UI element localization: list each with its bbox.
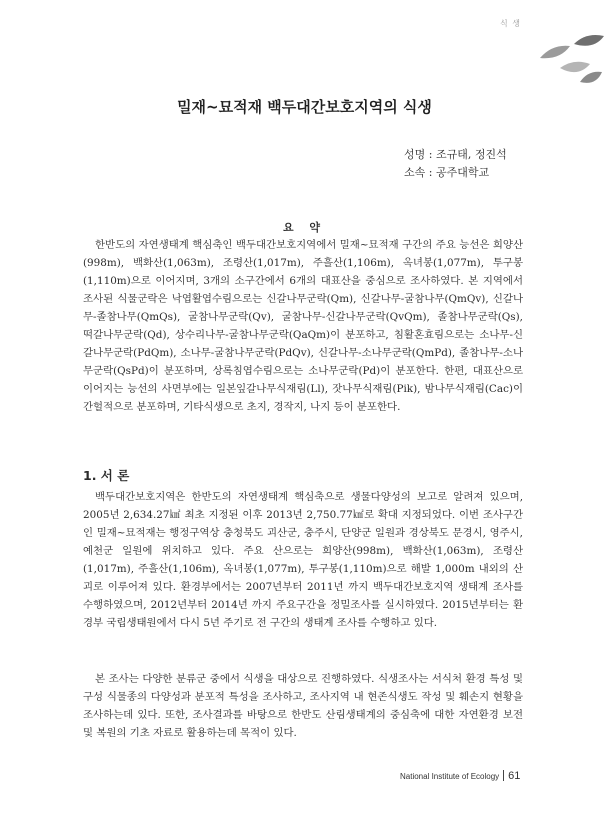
author-affiliation: 소속 : 공주대학교 xyxy=(404,166,490,179)
leaf-shape-4 xyxy=(580,72,602,83)
leaf-decoration-icon xyxy=(530,30,609,90)
leaf-shape-3 xyxy=(560,62,590,72)
abstract-text-block xyxy=(83,236,523,416)
body-paragraph-2 xyxy=(83,670,523,742)
page-number: 61 xyxy=(508,770,521,782)
footer-institute: National Institute of Ecology xyxy=(400,772,500,781)
abstract-heading: 요 약 xyxy=(282,221,327,234)
body-paragraph-1 xyxy=(83,488,523,632)
footer-separator xyxy=(503,770,504,781)
paragraph-1-text: 백두대간보호지역은 한반도의 자연생태계 핵심축으로 생물다양성의 보고로 알려져 있으며, 2005년 2,634.27㎢ 최초 지정된 이후 2013년 2,750.77㎢로 확대 지정되었다. 이번 조사구간인 밀재~묘적재는 행정구역상 충청북도 괴산군, 충주시, 단양군 일원과 경상북도 문경시, 영주시, 예천군 일원에 위치하고 있다. 주요 산으로는 희양산(998m), 백화산(1,063m), 조령산(1,017m), 주흘산(1,106m), 옥녀봉(1,077m), 투구봉(1,110m)으로 해발 1,000m 내외의 산괴로 이루어져 있다. 환경부에서는 2007년부터 2011년 까지 백두대간보호지역 생태계 조사를 수행하였으며, 2012년부터 2014년 까지 주요구간을 정밀조사를 실시하였다. 2015년부터는 환경부 국립생태원에서 다시 5년 주기로 전 구간의 생태계 조사를 수행하고 있다. xyxy=(83,491,523,629)
author-block xyxy=(404,146,507,182)
author-names: 성명 : 조규태, 정진석 xyxy=(404,148,507,161)
section-heading-introduction: 1. 서 론 xyxy=(83,468,130,483)
leaf-shape-2 xyxy=(574,35,604,46)
page-footer xyxy=(400,770,520,782)
paragraph-2-text: 본 조사는 다양한 분류군 중에서 식생을 대상으로 진행하였다. 식생조사는 서식처 환경 특성 및 구성 식물종의 다양성과 분포적 특성을 조사하고, 조사지역 내 현존식생도 작성 및 훼손지 현황을 조사하는데 있다. 또한, 조사결과를 바탕으로 한반도 산림생태계의 중심축에 대한 자연환경 보전 및 복원의 기초 자료로 활용하는데 목적이 있다. xyxy=(83,673,523,739)
page-title: 밀재~묘적재 백두대간보호지역의 식생 xyxy=(177,98,432,116)
leaf-shape-1 xyxy=(540,46,570,59)
abstract-text: 한반도의 자연생태계 핵심축인 백두대간보호지역에서 밀재~묘적재 구간의 주요 능선은 희양산(998m), 백화산(1,063m), 조령산(1,017m), 주흘산(1,106m), 옥녀봉(1,077m), 투구봉(1,110m)으로 이어지며, 3개의 소구간에서 6개의 대표산을 중심으로 조사하였다. 본 지역에서 조사된 식물군락은 낙엽활엽수림으로는 신갈나무군락(Qm), 신갈나무-굴참나무(QmQv), 신갈나무-졸참나무(QmQs), 굴참나무군락(Qv), 굴참나무-신갈나무군락(QvQm), 졸참나무군락(Qs), 떡갈나무군락(Qd), 상수리나무-굴참나무군락(QaQm)이 분포하고, 침활혼효림으로는 소나무-신갈나무군락(PdQm), 소나무-굴참나무군락(PdQv), 신갈나무-소나무군락(QmPd), 졸참나무-소나무군락(QsPd)이 분포하며, 상록침엽수림으로는 소나무군락(Pd)이 분포한다. 한편, 대표산으로 이어지는 능선의 사면부에는 일본잎갈나무식재림(Ll), 잣나무식재림(Pik), 밤나무식재림(Cac)이 간헐적으로 분포하며, 기타식생으로 초지, 경작지, 나지 등이 분포한다. xyxy=(83,239,523,413)
running-header-label: 식 생 xyxy=(500,19,521,28)
